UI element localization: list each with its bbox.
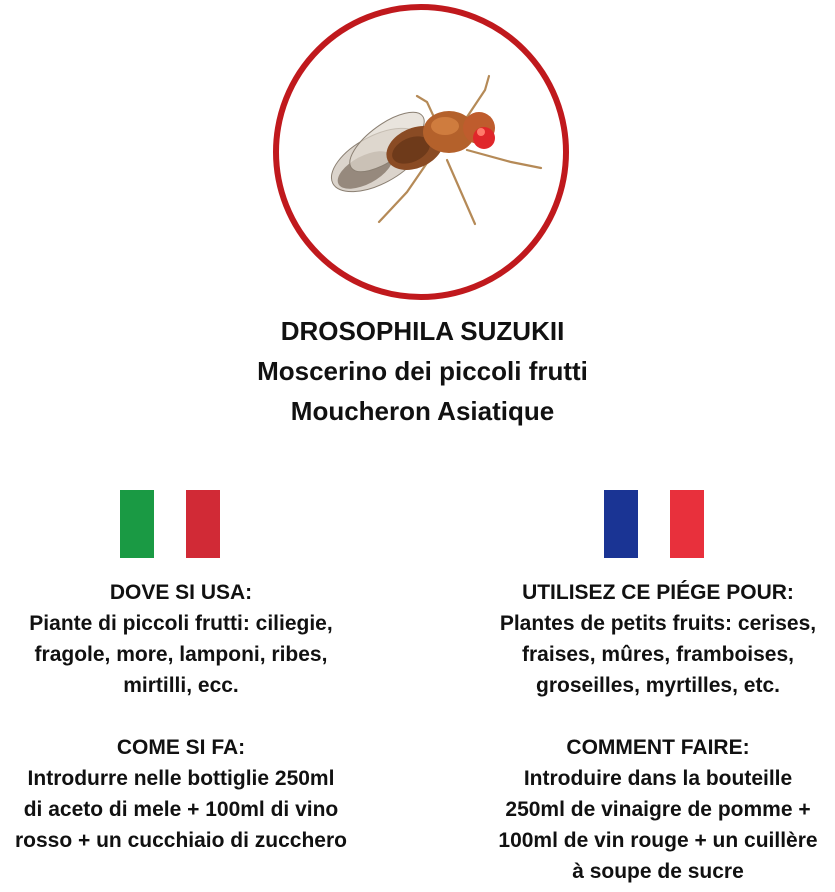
italian-how-heading: COME SI FA: <box>116 736 246 759</box>
french-how-line: 250ml de vinaigre de pomme + <box>505 798 811 821</box>
italy-flag-icon <box>120 490 220 558</box>
french-where-line: groseilles, myrtilles, etc. <box>536 674 780 697</box>
french-how-heading: COMMENT FAIRE: <box>566 736 750 759</box>
italian-where-line: fragole, more, lamponi, ribes, <box>34 643 328 666</box>
italian-how-line: Introdurre nelle bottiglie 250ml <box>27 767 335 790</box>
italian-where-line: Piante di piccoli frutti: ciliegie, <box>29 612 333 635</box>
french-common-name: Moucheron Asiatique <box>290 396 555 426</box>
fly-image-frame <box>273 4 569 300</box>
italian-where-line: mirtilli, ecc. <box>123 674 239 697</box>
french-instructions <box>478 577 835 887</box>
french-how-line: Introduire dans la bouteille <box>523 767 793 790</box>
french-how-line: 100ml de vin rouge + un cuillère <box>498 829 818 852</box>
french-where-heading: UTILISEZ CE PIÉGE POUR: <box>522 581 794 604</box>
france-flag-icon <box>604 490 704 558</box>
fruit-fly-icon <box>279 10 563 294</box>
french-where-line: Plantes de petits fruits: cerises, <box>499 612 817 635</box>
product-title <box>0 311 835 431</box>
italian-how-line: di aceto di mele + 100ml di vino <box>23 798 339 821</box>
italian-where-heading: DOVE SI USA: <box>109 581 253 604</box>
italian-instructions <box>0 577 362 856</box>
french-where-line: fraises, mûres, framboises, <box>522 643 794 666</box>
species-name: DROSOPHILA SUZUKII <box>280 316 565 346</box>
french-how-line: à soupe de sucre <box>572 860 744 883</box>
italian-common-name: Moscerino dei piccoli frutti <box>257 356 588 386</box>
italian-how-line: rosso + un cucchiaio di zucchero <box>14 829 347 852</box>
